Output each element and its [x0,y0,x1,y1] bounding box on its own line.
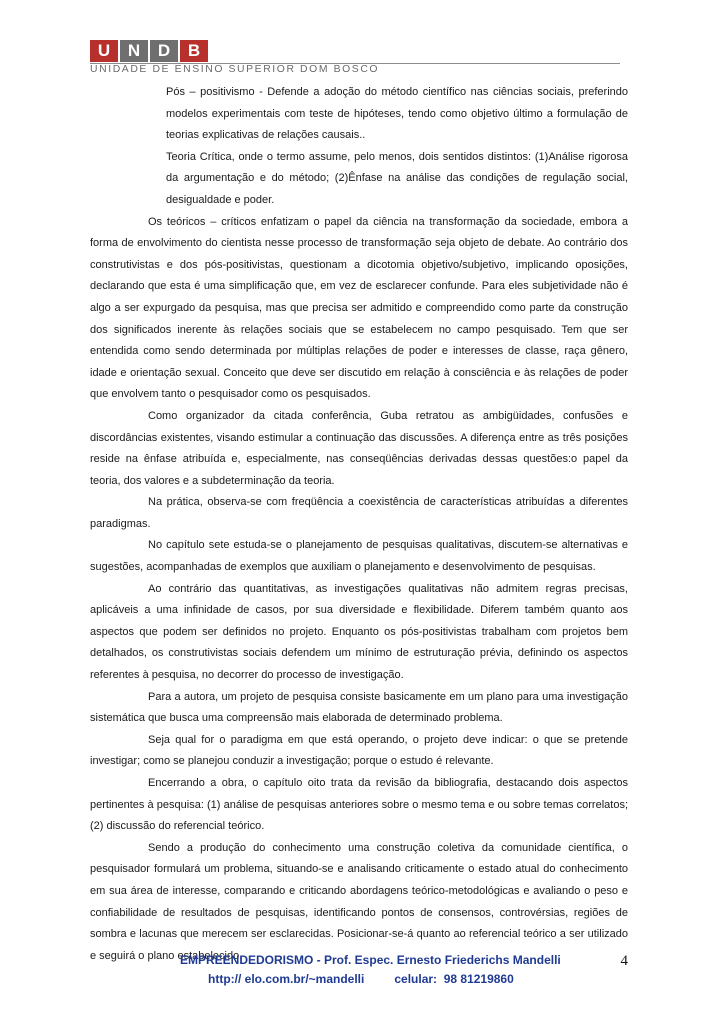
paragraph: Como organizador da citada conferência, Guba retratou as ambigüidades, confusões e discordâncias existentes, visando estimular a continuação das discussões. A diferença entre as três posições reside na ênfase atribuída e, especialmente, nas conseqüências derivadas dessas questões:o papel da teoria, dos valores e a subdeterminação da teoria. [90,409,628,487]
logo-letter-d: D [150,40,178,62]
page-number: 4 [620,953,628,969]
institution-name: UNIDADE DE ENSINO SUPERIOR DOM BOSCO [90,64,380,75]
logo-letter-n: N [120,40,148,62]
undb-logo [90,40,210,62]
paragraph-teoria-critica: Teoria Crítica, onde o termo assume, pelo menos, dois sentidos distintos: (1)Análise rigorosa da argumentação e do método; (2)Ênfase na análise das condições de regulação social, desigualdade e poder. [166,150,628,206]
logo-letter-u: U [90,40,118,62]
footer-course-title: EMPREENDEDORISMO - Prof. Espec. Ernesto Friederichs Mandelli [180,953,561,967]
paragraph: Encerrando a obra, o capítulo oito trata da revisão da bibliografia, destacando dois aspectos pertinentes à pesquisa: (1) análise de pesquisas anteriores sobre o mesmo tema e ou sobre temas correlatos; (2) discussão do referencial teórico. [90,777,628,833]
paragraph: Os teóricos – críticos enfatizam o papel da ciência na transformação da sociedade, embora a forma de envolvimento do cientista nesse processo de transformação seja objeto de debate. Ao contrário dos construtivistas e dos pós-positivistas, questionam a dicotomia objetivo/subjetivo, implicando oposições, declarando que esta é uma simplificação que, em vez de esclarecer confunde. Para eles subjetividade não é algo a ser expurgado da pesquisa, mas que precisa ser admitido e compreendido como parte da construção dos significados inerente às relações sociais que se estabelecem no campo pesquisado. Tem que ser entendida como sendo determinada por múltiplas relações de poder e interesses de classe, raça gênero, idade e orientação sexual. Conceito que deve ser discutido em relação à consciência e às relações de poder que envolvem tanto o pesquisador como os pesquisados. [90,215,628,401]
paragraph: Para a autora, um projeto de pesquisa consiste basicamente em um plano para uma investigação sistemática que busca uma compreensão mais elaborada de determinado problema. [90,690,628,725]
paragraph: Ao contrário das quantitativas, as investigações qualitativas não admitem regras precisas, aplicáveis a uma infinidade de casos, por sua diversidade e flexibilidade. Diferem também quanto aos aspectos que podem ser definidos no projeto. Enquanto os pós-positivistas trabalham com projetos bem detalhados, os construtivistas sociais defendem um mínimo de estruturação prévia, definindo os aspectos referentes à pesquisa, no decorrer do processo de investigação. [90,582,628,682]
paragraph: Na prática, observa-se com freqüência a coexistência de características atribuídas a diferentes paradigmas. [90,496,628,530]
paragraph: Sendo a produção do conhecimento uma construção coletiva da comunidade científica, o pesquisador formulará um problema, situando-se e analisando criticamente o estado atual do conhecimento em sua área de interesse, comparando e criticando abordagens teórico-metodológicas e avaliando o peso e confiabilidade de resultados de pesquisas, identificando pontos de consensos, controvérsias, regiões de sombra e lacunas que merecem ser esclarecidas. Posicionar-se-á quanto ao referencial teórico a ser utilizado e seguirá o plano estabelecido. [90,841,628,962]
logo-letter-b: B [180,40,208,62]
paragraph: Seja qual for o paradigma em que está operando, o projeto deve indicar: o que se pretende investigar; como se planejou conduzir a investigação; porque o estudo é relevante. [90,733,628,768]
document-body [90,82,628,967]
footer-contact: http:// elo.com.br/~mandelli celular: 98 81219860 [208,972,514,986]
paragraph-pos-positivismo: Pós – positivismo - Defende a adoção do método científico nas ciências sociais, preferindo modelos experimentais com teste de hipóteses, tendo como objetivo último a formulação de teorias explicativas de relações causais.. [166,86,628,142]
paragraph: No capítulo sete estuda-se o planejamento de pesquisas qualitativas, discutem-se alternativas e sugestões, acompanhadas de exemplos que auxiliam o planejamento e desenvolvimento de pesquisas. [90,539,628,574]
